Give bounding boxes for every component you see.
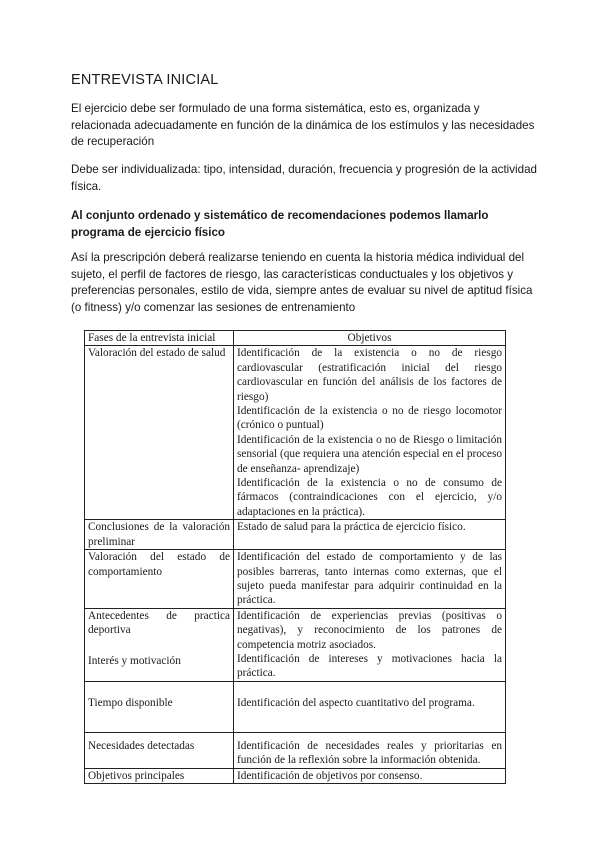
phase-cell: Objetivos principales bbox=[85, 768, 234, 783]
objectives-cell: Estado de salud para la práctica de ejercicio físico. bbox=[234, 520, 506, 550]
phase-text: Interés y motivación bbox=[88, 654, 181, 667]
header-phases: Fases de la entrevista inicial bbox=[85, 331, 234, 346]
paragraph-prescription: Así la prescripción deberá realizarse teniendo en cuenta la historia médica individual del sujeto, el perfil de factores de riesgo, las características conductuales y los objetivos y preferencias personales, estilo de vida, siempre antes de evaluar su nivel de aptitud física (o fitness) y/o comenzar las sesiones de entrenamiento bbox=[71, 251, 533, 314]
paragraph-systematic: El ejercicio debe ser formulado de una forma sistemática, esto es, organizada y relacionada adecuadamente en función de la dinámica de los estímulos y las necesidades de recuperación bbox=[71, 102, 535, 148]
phase-cell bbox=[85, 608, 234, 681]
phase-cell: Valoración del estado de comportamiento bbox=[85, 550, 234, 609]
phase-cell: Tiempo disponible bbox=[85, 681, 234, 732]
objective-text: Identificación de la existencia o no de riesgo cardiovascular (estratificación inicial del riesgo cardiovascular en función del análisis de los factores de riesgo) bbox=[237, 347, 502, 403]
objectives-cell: Identificación de necesidades reales y prioritarias en función de la reflexión sobre la información obtenida. bbox=[234, 732, 506, 768]
table-row bbox=[85, 346, 506, 520]
objective-text: Identificación de intereses y motivaciones hacia la práctica. bbox=[237, 652, 502, 680]
objectives-cell: Identificación del aspecto cuantitativo del programa. bbox=[234, 681, 506, 732]
table-row bbox=[85, 550, 506, 609]
paragraph-program-definition: Al conjunto ordenado y sistemático de recomendaciones podemos llamarlo programa de ejercicio físico bbox=[71, 209, 489, 239]
objective-text: Identificación de la existencia o no de Riesgo o limitación sensorial (que requiera una atención especial en el proceso de enseñanza- aprendizaje) bbox=[237, 433, 502, 475]
table-row bbox=[85, 520, 506, 550]
page-title: ENTREVISTA INICIAL bbox=[71, 72, 219, 88]
phase-cell: Necesidades detectadas bbox=[85, 732, 234, 768]
objective-text: Identificación de la existencia o no de consumo de fármacos (contraindicaciones con el ejercicio, y/o adaptaciones en la práctica). bbox=[237, 477, 502, 518]
table-header-row bbox=[85, 331, 506, 346]
header-objectives: Objetivos bbox=[234, 331, 506, 346]
table-row bbox=[85, 608, 506, 681]
table-row bbox=[85, 732, 506, 768]
table-row bbox=[85, 768, 506, 783]
objectives-cell bbox=[234, 346, 506, 520]
interview-objectives-table bbox=[84, 330, 506, 784]
objectives-cell bbox=[234, 608, 506, 681]
objective-text: Identificación de la existencia o no de riesgo locomotor (crónico o puntual) bbox=[237, 405, 502, 432]
phase-cell: Valoración del estado de salud bbox=[85, 346, 234, 520]
objectives-cell: Identificación del estado de comportamiento y de las posibles barreras, tanto internas como externas, que el sujeto pueda manifestar para adquirir continuidad en la práctica. bbox=[234, 550, 506, 609]
table-row bbox=[85, 681, 506, 732]
phase-text: Antecedentes de practica deportiva bbox=[88, 609, 230, 637]
phase-cell: Conclusiones de la valoración preliminar bbox=[85, 520, 234, 550]
objective-text: Identificación de experiencias previas (positivas o negativas), y reconocimiento de los patrones de competencia motriz asociados. bbox=[237, 609, 502, 651]
paragraph-individualized: Debe ser individualizada: tipo, intensidad, duración, frecuencia y progresión de la actividad física. bbox=[71, 163, 537, 193]
objectives-cell: Identificación de objetivos por consenso. bbox=[234, 768, 506, 783]
